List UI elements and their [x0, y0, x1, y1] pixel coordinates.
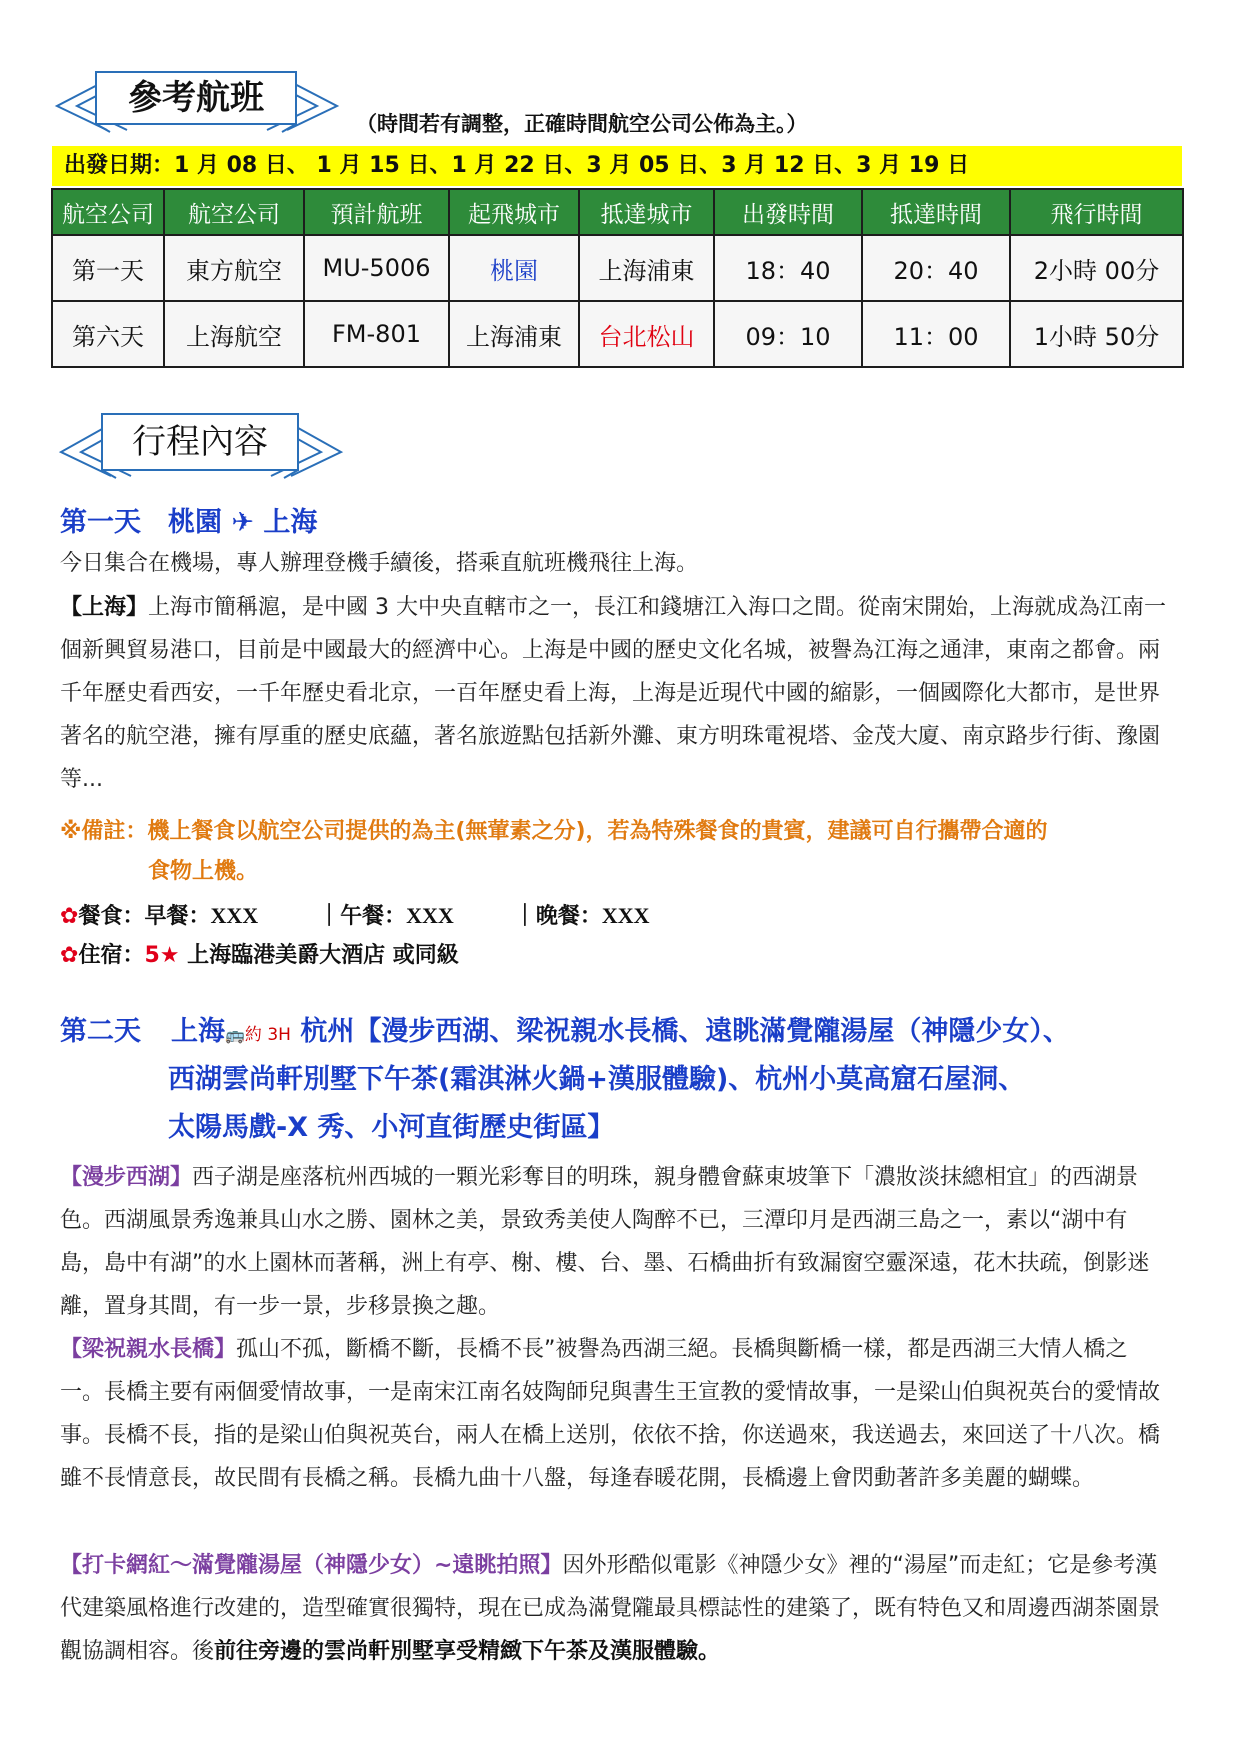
flower-icon: ✿ [60, 904, 79, 929]
flight-table-header [52, 189, 1183, 235]
dinner-label: ｜晚餐： [513, 904, 602, 929]
table-cell: 桃園 [449, 235, 579, 301]
table-row [52, 235, 1183, 301]
col-depart-time: 出發時間 [714, 189, 862, 235]
table-row [52, 301, 1183, 367]
flights-section-title: 參考航班 [128, 78, 264, 118]
day2-yuwu-desc [60, 1544, 1170, 1673]
col-duration: 飛行時間 [1010, 189, 1183, 235]
bridge-label: 【梁祝親水長橋】 [60, 1337, 237, 1362]
day1-intro: 今日集合在機場，專人辦理登機手續後，搭乘直航班機飛往上海。 [60, 551, 699, 576]
table-cell: 上海航空 [164, 301, 304, 367]
flower-icon: ✿ [60, 943, 79, 968]
bridge-text: 孤山不孤，斷橋不斷，長橋不長”被譽為西湖三絕。長橋與斷橋一樣，都是西湖三大情人橋之一。長橋主要有兩個愛情故事，一是南宋江南名妓陶師兒與書生王宣教的愛情故事，一是梁山伯與祝英台的愛情故事。長橋不長，指的是梁山伯與祝英台，兩人在橋上送別，依依不捨，你送過來，我送過去，來回送了十八次。橋雖不長情意長，故民間有長橋之稱。長橋九曲十八盤，每逢春暖花開，長橋邊上會閃動著許多美麗的蝴蝶。 [60, 1337, 1161, 1491]
day2-title-line1: 杭州【漫步西湖、梁祝親水長橋、遠眺滿覺隴湯屋（神隱少女）、 [300, 1016, 1070, 1047]
day2-title [60, 1008, 1070, 1059]
meals-label: 餐食：早餐： [78, 904, 211, 929]
table-cell: 第六天 [52, 301, 164, 367]
table-cell: 2小時 00分 [1010, 235, 1183, 301]
col-arrive-city: 抵達城市 [579, 189, 714, 235]
day1-remark-line2: 食物上機。 [148, 859, 259, 884]
westlake-label: 【漫步西湖】 [60, 1165, 193, 1190]
table-cell: 1小時 50分 [1010, 301, 1183, 367]
hotel-label: 住宿： [78, 943, 145, 968]
day1-hotel [60, 936, 459, 976]
col-airline-day: 航空公司 [52, 189, 164, 235]
table-cell: 09：10 [714, 301, 862, 367]
breakfast-value: XXX [210, 903, 259, 928]
itinerary-section-title: 行程內容 [132, 422, 268, 462]
day1-meals [60, 896, 650, 937]
table-cell: 20：40 [862, 235, 1010, 301]
col-depart-city: 起飛城市 [449, 189, 579, 235]
col-flight-no: 預計航班 [304, 189, 449, 235]
dinner-value: XXX [601, 903, 650, 928]
day1-title: 第一天 桃園 ✈ 上海 [60, 507, 318, 538]
yuwu-text: 因外形酷似電影《神隱少女》裡的“湯屋”而走紅；它是參考漢代建築風格進行改建的，造型確實很獨特，現在已成為滿覺隴最具標誌性的建築了，既有特色又和周邊西湖茶園景觀協調相容。後 [60, 1553, 1161, 1664]
bus-icon: 🚌 [225, 1025, 245, 1044]
lunch-label: ｜午餐： [318, 904, 407, 929]
table-cell: 台北松山 [579, 301, 714, 367]
table-cell: FM-801 [304, 301, 449, 367]
day2-westlake-desc [60, 1156, 1170, 1328]
hotel-name: 上海臨港美爵大酒店 或同級 [179, 943, 459, 968]
departure-dates: 出發日期：1 月 08 日、 1 月 15 日、1 月 22 日、3 月 05 日、3 月 12 日、3 月 19 日 [52, 146, 1182, 186]
table-cell: 東方航空 [164, 235, 304, 301]
shanghai-text: 上海市簡稱滬，是中國 3 大中央直轄市之一，長江和錢塘江入海口之間。從南宋開始，上海就成為江南一個新興貿易港口，目前是中國最大的經濟中心。上海是中國的歷史文化名城，被譽為江海之通津，東南之都會。兩千年歷史看西安，一千年歷史看北京，一百年歷史看上海，上海是近現代中國的縮影，一個國際化大都市，是世界著名的航空港，擁有厚重的歷史底蘊，著名旅遊點包括新外灘、東方明珠電視塔、金茂大廈、南京路步行街、豫園等... [60, 595, 1167, 792]
table-cell: 11：00 [862, 301, 1010, 367]
hotel-star-rating: 5★ [144, 943, 180, 968]
table-cell: MU-5006 [304, 235, 449, 301]
table-cell: 上海浦東 [449, 301, 579, 367]
westlake-text: 西子湖是座落杭州西城的一顆光彩奪目的明珠，親身體會蘇東坡筆下「濃妝淡抹總相宜」的西湖景色。西湖風景秀逸兼具山水之勝、園林之美，景致秀美使人陶醉不已，三潭印月是西湖三島之一，素以“湖中有島，島中有湖”的水上園林而著稱，洲上有亭、榭、樓、台、墨、石橋曲折有致漏窗空靈深遠，花木扶疏，倒影迷離，置身其間，有一步一景，步移景換之趣。 [60, 1165, 1150, 1319]
day2-title-line2: 西湖雲尚軒別墅下午茶(霜淇淋火鍋+漢服體驗)、杭州小莫高窟石屋洞、 [168, 1064, 1026, 1095]
day2-from: 上海 [171, 1016, 225, 1047]
flight-table [51, 188, 1184, 368]
day1-remark-line1: ※備註：機上餐食以航空公司提供的為主(無葷素之分)，若為特殊餐食的貴賓，建議可自行攜帶合適的 [60, 819, 1048, 844]
day2-label: 第二天 [60, 1016, 141, 1047]
table-cell: 第一天 [52, 235, 164, 301]
yuwu-bold-text: 前往旁邊的雲尚軒別墅享受精緻下午茶及漢服體驗。 [214, 1639, 721, 1664]
day2-title-line3: 太陽馬戲-X 秀、小河直街歷史街區】 [168, 1112, 615, 1143]
table-cell: 上海浦東 [579, 235, 714, 301]
flights-section-ribbon [52, 70, 342, 142]
table-cell: 18：40 [714, 235, 862, 301]
day1-shanghai-desc [60, 586, 1170, 801]
col-airline: 航空公司 [164, 189, 304, 235]
day2-duration: 約 3H [244, 1025, 291, 1045]
shanghai-label: 【上海】 [60, 595, 149, 620]
itinerary-section-ribbon [56, 412, 346, 488]
yuwu-label: 【打卡網紅～滿覺隴湯屋（神隱少女）~遠眺拍照】 [60, 1553, 563, 1578]
lunch-value: XXX [406, 903, 454, 928]
col-arrive-time: 抵達時間 [862, 189, 1010, 235]
flights-note: （時間若有調整，正確時間航空公司公佈為主。） [356, 112, 808, 136]
day2-bridge-desc [60, 1328, 1170, 1500]
